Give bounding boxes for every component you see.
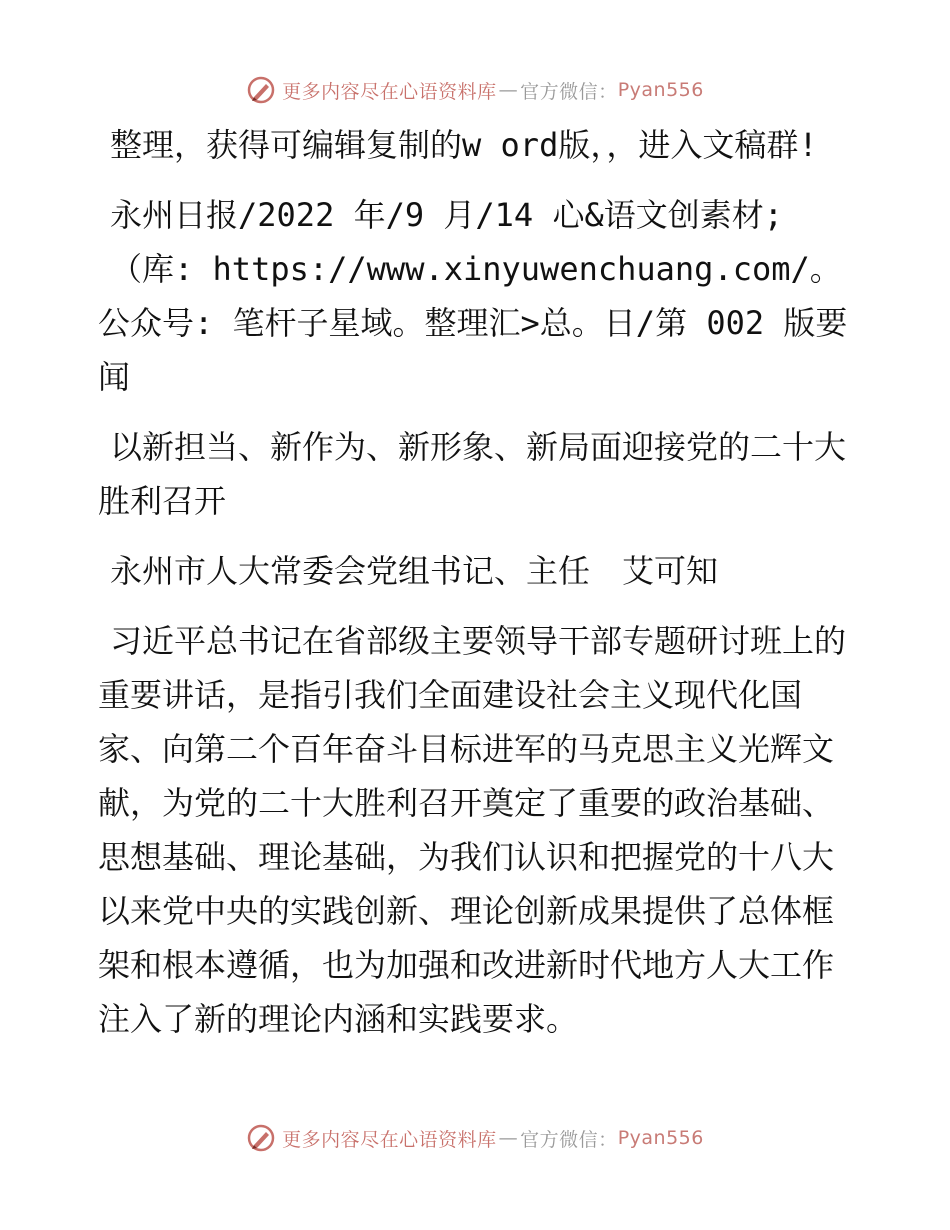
watermark-separator: — [498, 1127, 519, 1149]
pen-logo-icon [246, 1123, 276, 1153]
watermark-wechat-id: Pyan556 [617, 1127, 704, 1149]
footer-watermark [0, 1118, 950, 1158]
watermark-label: 官方微信： [520, 1128, 618, 1151]
paragraph-intro: 整理，获得可编辑复制的w ord版，，进入文稿群! [110, 126, 818, 164]
paragraph-source-line: 永州日报/2022 年/9 月/14 心&语文创素材; [110, 196, 783, 234]
article-body-paragraph: 习近平总书记在省部级主要领导干部专题研讨班上的重要讲话，是指引我们全面建设社会主义现代化国家、向第二个百年奋斗目标进军的马克思主义光辉文献，为党的二十大胜利召开奠定了重要的政治基础、思想基础、理论基础，为我们认识和把握党的十八大以来党中央的实践创新、理论创新成果提供了总体框架和根本遵循，也为加强和改进新时代地方人大工作注入了新的理论内涵和实践要求。 [98, 622, 847, 1038]
pen-logo-icon [246, 75, 276, 105]
watermark-label: 官方微信： [520, 80, 618, 103]
paragraph-source-details: （库: https://www.xinyuwenchuang.com/。公众号: 笔杆子星域。整理汇>总。日/第 002 版要闻 [98, 250, 848, 396]
article-title: 以新担当、新作为、新形象、新局面迎接党的二十大胜利召开 [98, 428, 847, 520]
article-author: 永州市人大常委会党组书记、主任 艾可知 [110, 552, 719, 590]
watermark-text: 更多内容尽在心语资料库 [282, 80, 497, 103]
watermark-text: 更多内容尽在心语资料库 [282, 1128, 497, 1151]
document-body [98, 118, 858, 1046]
watermark-separator: — [498, 79, 519, 101]
watermark-wechat-id: Pyan556 [617, 79, 704, 101]
header-watermark [0, 70, 950, 110]
